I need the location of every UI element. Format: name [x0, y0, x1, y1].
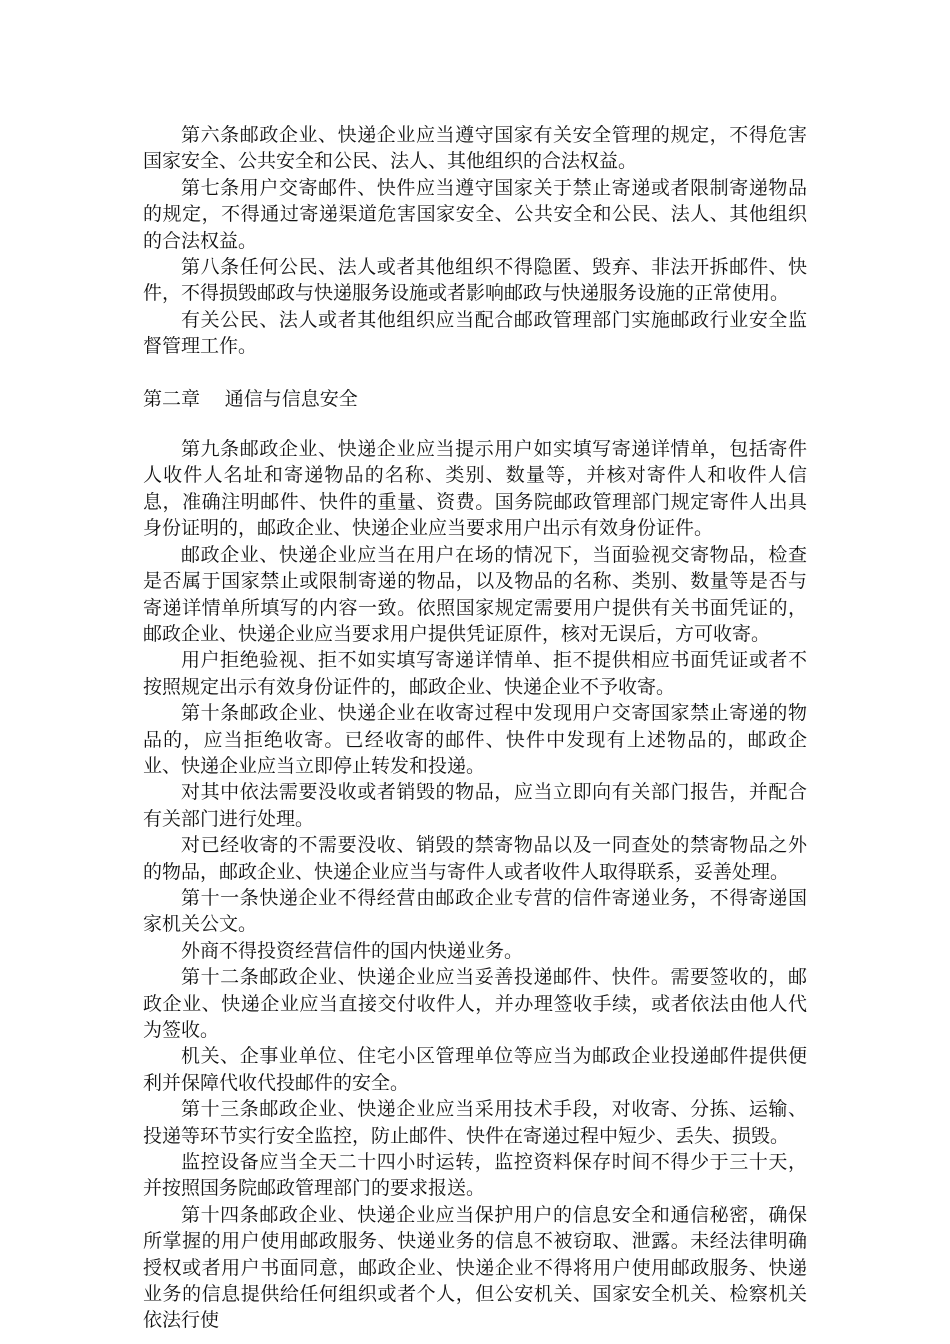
section-before-chapter — [143, 122, 807, 360]
section-after-chapter — [143, 436, 807, 1334]
article-14: 第十四条邮政企业、快递企业应当保护用户的信息安全和通信秘密，确保所掌握的用户使用邮政服务、快递业务的信息不被窃取、泄露。未经法律明确授权或者用户书面同意，邮政企业、快递企业不得将用户使用邮政服务、快递业务的信息提供给任何组织或者个人，但公安机关、国家安全机关、检察机关依法行使 — [143, 1203, 807, 1332]
article-12: 第十二条邮政企业、快递企业应当妥善投递邮件、快件。需要签收的，邮政企业、快递企业应当直接交付收件人，并办理签收手续，或者依法由他人代为签收。 — [143, 966, 807, 1041]
article-12-clause-2: 机关、企事业单位、住宅小区管理单位等应当为邮政企业投递邮件提供便利并保障代收代投邮件的安全。 — [143, 1045, 807, 1094]
chapter-number: 第二章 — [143, 387, 201, 410]
article-13: 第十三条邮政企业、快递企业应当采用技术手段，对收寄、分拣、运输、投递等环节实行安全监控，防止邮件、快件在寄递过程中短少、丢失、损毁。 — [143, 1098, 807, 1147]
article-10-clause-2: 对其中依法需要没收或者销毁的物品，应当立即向有关部门报告，并配合有关部门进行处理。 — [143, 781, 807, 830]
article-9: 第九条邮政企业、快递企业应当提示用户如实填写寄递详情单，包括寄件人收件人名址和寄递物品的名称、类别、数量等，并核对寄件人和收件人信息，准确注明邮件、快件的重量、资费。国务院邮政管理部门规定寄件人出具身份证明的，邮政企业、快递企业应当要求用户出示有效身份证件。 — [143, 438, 807, 540]
article-10-clause-3: 对已经收寄的不需要没收、销毁的禁寄物品以及一同查处的禁寄物品之外的物品，邮政企业、快递企业应当与寄件人或者收件人取得联系，妥善处理。 — [143, 834, 807, 883]
article-13-clause-2: 监控设备应当全天二十四小时运转，监控资料保存时间不得少于三十天，并按照国务院邮政管理部门的要求报送。 — [143, 1151, 807, 1200]
article-7: 第七条用户交寄邮件、快件应当遵守国家关于禁止寄递或者限制寄递物品的规定，不得通过寄递渠道危害国家安全、公共安全和公民、法人、其他组织的合法权益。 — [143, 176, 807, 252]
article-9-clause-2: 邮政企业、快递企业应当在用户在场的情况下，当面验视交寄物品，检查是否属于国家禁止或限制寄递的物品，以及物品的名称、类别、数量等是否与寄递详情单所填写的内容一致。依照国家规定需要用户提供有关书面凭证的，邮政企业、快递企业应当要求用户提供凭证原件，核对无误后，方可收寄。 — [143, 543, 807, 645]
article-11: 第十一条快递企业不得经营由邮政企业专营的信件寄递业务，不得寄递国家机关公文。 — [143, 886, 807, 936]
article-8: 第八条任何公民、法人或者其他组织不得隐匿、毁弃、非法开拆邮件、快件，不得损毁邮政与快递服务设施或者影响邮政与快递服务设施的正常使用。 — [143, 256, 807, 305]
document-body — [143, 122, 807, 1334]
article-10: 第十条邮政企业、快递企业在收寄过程中发现用户交寄国家禁止寄递的物品的，应当拒绝收寄。已经收寄的邮件、快件中发现有上述物品的，邮政企业、快递企业应当立即停止转发和投递。 — [143, 702, 807, 777]
article-11-clause-2: 外商不得投资经营信件的国内快递业务。 — [181, 939, 524, 962]
article-8-clause-2: 有关公民、法人或者其他组织应当配合邮政管理部门实施邮政行业安全监督管理工作。 — [143, 308, 807, 358]
chapter-heading — [143, 386, 807, 412]
article-9-clause-3: 用户拒绝验视、拒不如实填写寄递详情单、拒不提供相应书面凭证或者不按照规定出示有效身份证件的，邮政企业、快递企业不予收寄。 — [143, 649, 807, 698]
chapter-title: 通信与信息安全 — [224, 387, 358, 410]
article-6: 第六条邮政企业、快递企业应当遵守国家有关安全管理的规定，不得危害国家安全、公共安全和公民、法人、其他组织的合法权益。 — [143, 124, 807, 173]
